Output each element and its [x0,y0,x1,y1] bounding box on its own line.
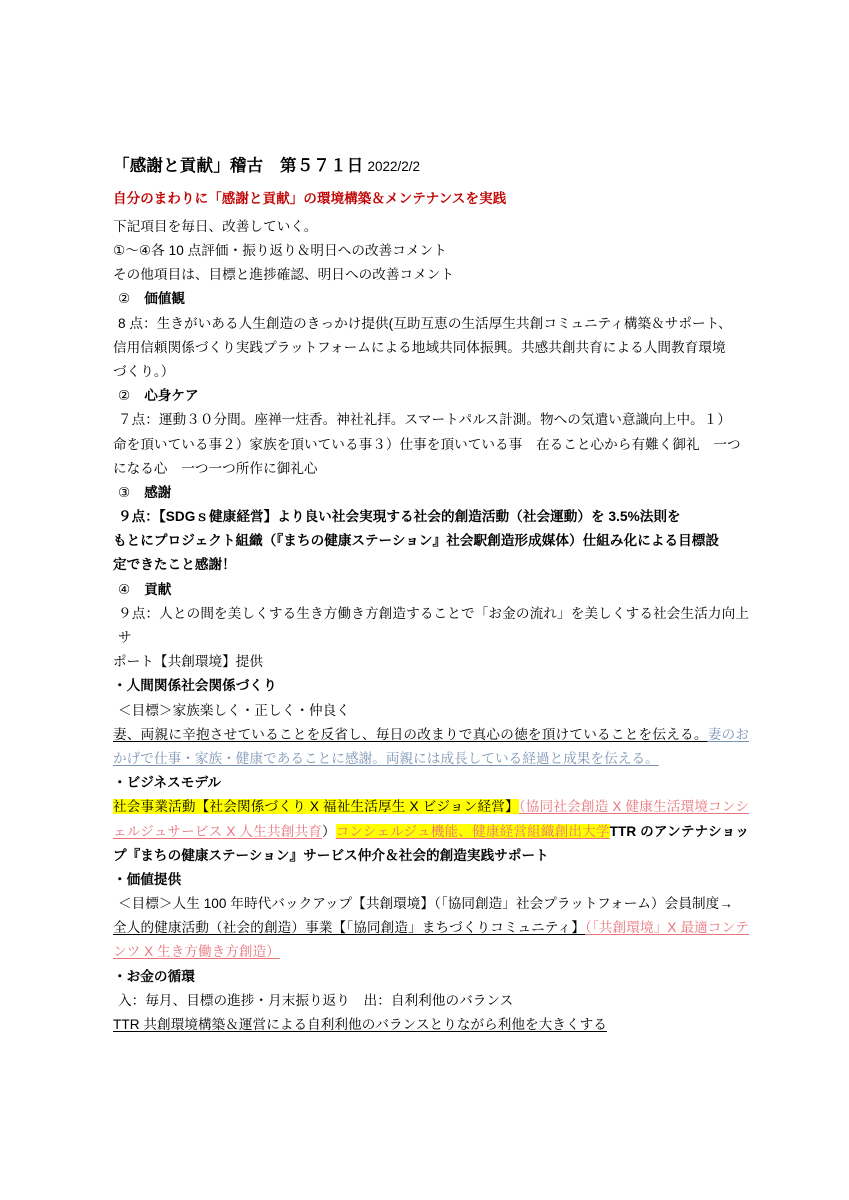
bm-close-paren: ） [321,823,336,839]
section-body-line: もとにプロジェクト組織（『まちの健康ステーション』社会駅創造形成媒体）仕組み化による目標設 [113,533,720,549]
value-offer-line-2 [113,916,749,964]
relations-goal-line: ＜目標＞家族楽しく・正しく・仲良く [118,702,350,718]
heading-business-model: ・ビジネスモデル [113,775,222,791]
section-body-line: ７点：運動３０分間。座禅一炷香。神社礼拝。スマートパルス計測。物への気遣い意識向上中。１） [118,412,732,428]
section-title: 価値観 [144,291,185,307]
bm-highlight-black: 社会事業活動【社会関係づくり X 福祉生活厚生 X ビジョン経営】 [113,799,519,815]
section-number: ③ [118,484,131,500]
page-title-text: 「感謝と貢献」稽古 第５７１日 [113,157,364,175]
vo-pink-text-2: テンツ X 生き方働き方創造） [113,920,749,960]
intro-line-1: 下記項目を毎日、改善していく。 [113,218,318,234]
section-body-line: になる心 一つ一つ所作に御礼心 [113,460,318,476]
bm-pink-highlight: コンシェルジュ機能、健康経営組織創出大学 [335,823,610,839]
heading-value-offer: ・価値提供 [113,871,182,887]
bm-pink-text-2: コンシェルジュサービス X 人生共創共育 [113,799,749,839]
bm-pink-text-1: （協同社会創造 X 健康生活環境 [518,799,709,815]
section-number: ② [118,388,131,404]
value-offer-line-1: ＜目標＞人生 100 年時代バックアップ【共創環境】（「協同創造」社会プラットフォーム）会員制度→ [118,896,733,912]
bm-bold-tail-2: ナショップ『まちの健康ステーション』サービス仲介＆社会的創造実践サポート [113,823,750,863]
business-model-body [113,795,749,868]
section-title: 貢献 [144,581,172,597]
section-number: ② [118,291,131,307]
section-number: ④ [118,581,131,597]
vo-black-text: 全人的健康活動（社会的創造）事業【「協同創造」まちづくりコミュニティ】 [113,920,585,936]
section-body-line: 命を頂いている事２）家族を頂いている事３）仕事を頂いている事 在ること心から有難く御礼 一つ [113,436,741,452]
heading-money-flow: ・お金の循環 [113,968,195,984]
section-heading-kouken [113,578,749,602]
section-body-line: づくり。） [113,363,175,379]
money-flow-line-2: TTR 共創環境構築＆運営による自利利他のバランスとりながら利他を大きくする [113,1017,607,1033]
relations-blue-text-1: 妻のおかげ [113,726,749,766]
document-subtitle: 自分のまわりに「感謝と貢献」の環境構築＆メンテナンスを実践 [113,191,507,207]
intro-line-3: その他項目は、目標と進捗確認、明日への改善コメント [113,267,455,283]
heading-human-relations: ・人間関係社会関係づくり [113,678,277,694]
section-title: 心身ケア [144,388,199,404]
relations-black-text: 妻、両親に辛抱させていることを反省し、毎日の改まりで真心の徳を頂けていることを伝える。 [113,726,708,742]
section-body-line: 定できたこと感謝！ [113,557,236,573]
section-body-line: 信用信頼関係づくり実践プラットフォームによる地域共同体振興。共感共創共育による人間教育環境 [113,339,726,355]
vo-pink-text-1: （「共創環境」X 最適コン [584,920,736,936]
section-body-line: ９点：【SDGｓ健康経営】より良い社会実現する社会的創造活動（社会運動）を 3.5%法則を [118,509,681,525]
intro-line-2: ①～④各 10 点評価・振り返り＆明日への改善コメント [113,243,447,259]
section-body-line: ポート【共創環境】提供 [113,654,264,670]
section-heading-shinshin-care [113,384,749,408]
section-heading-kachikan [113,287,749,311]
section-heading-kansha [113,481,749,505]
bm-bold-tail-1: TTR のアンテ [609,823,695,839]
money-flow-line-1: 入：毎月、目標の進捗・月末振り返り 出：自利利他のバランス [118,992,514,1008]
page-title-date: 2022/2/2 [367,159,421,174]
relations-blue-text-2: で仕事・家族・健康であることに感謝。両親には成長している経過と成果を伝える。 [140,750,659,766]
relations-reflection-line [113,723,749,771]
section-title: 感謝 [144,484,172,500]
page-title [113,155,749,177]
section-body-line: ９点：人との間を美しくする生き方働き方創造することで「お金の流れ」を美しくする社会生活力向上サ [118,605,749,646]
section-body-line: 8 点：生きがいある人生創造のきっかけ提供(互助互恵の生活厚生共創コミュニティ構築＆サポート、 [118,315,732,331]
